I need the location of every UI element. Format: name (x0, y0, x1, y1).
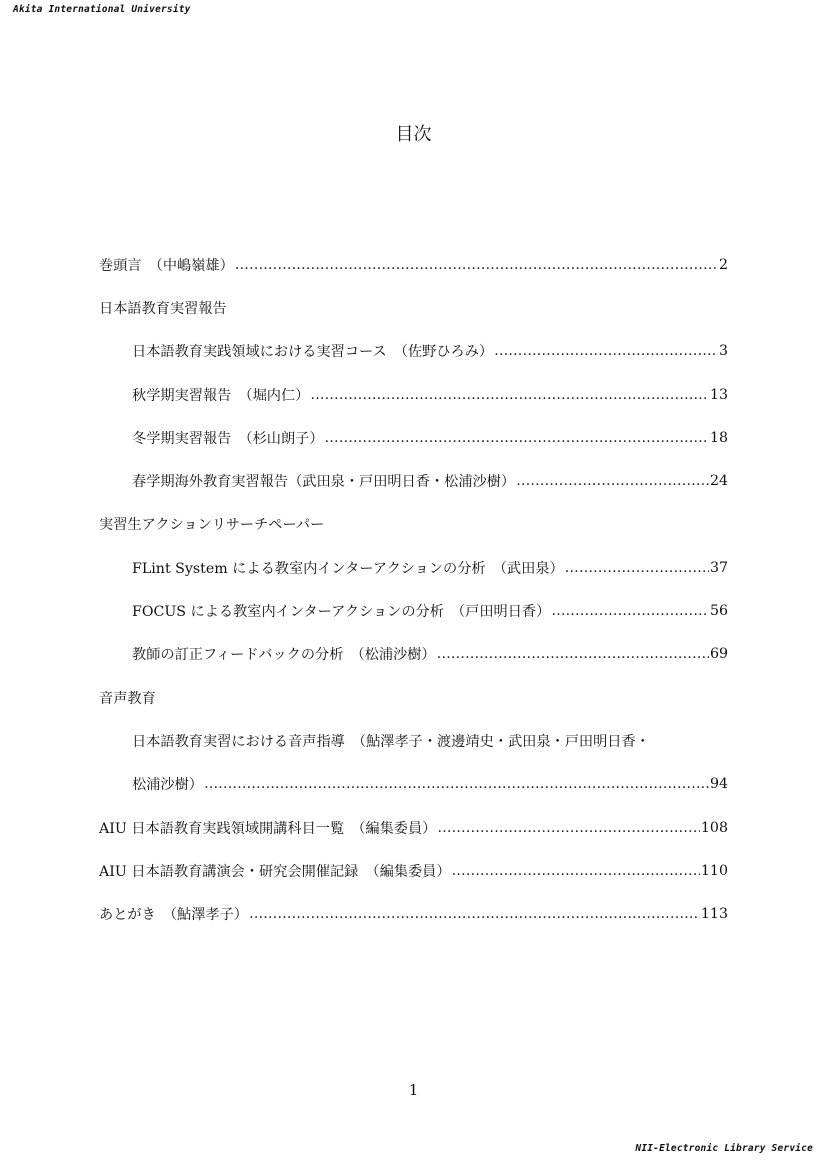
toc-section-heading (99, 676, 728, 719)
toc-entry (99, 633, 728, 676)
toc-entry-title: AIU 日本語教育実践領域開講科目一覧 （編集委員） (99, 820, 437, 837)
page-title: 目次 (395, 124, 432, 145)
toc-entry-title: 春学期海外教育実習報告（武田泉・戸田明日香・松浦沙樹） (132, 474, 516, 491)
toc-page-number: 24 (709, 473, 728, 490)
toc-page-number: 13 (709, 386, 728, 403)
toc-section-heading (99, 286, 728, 329)
toc-entry (99, 763, 728, 806)
toc-entry-title: 冬学期実習報告 （杉山朗子） (132, 430, 324, 447)
toc-leader-dots (310, 387, 709, 403)
toc-entry-title: 日本語教育実践領域における実習コース （佐野ひろみ） (132, 344, 494, 361)
toc-entry (99, 589, 728, 632)
toc-leader-dots (249, 906, 700, 922)
toc-entry-title: あとがき （鮎澤孝子） (99, 907, 248, 924)
toc-leader-dots (565, 560, 709, 576)
toc-entry (99, 806, 728, 849)
toc-page-number: 2 (718, 256, 728, 273)
toc-entry-title: 松浦沙樹） (132, 777, 203, 794)
toc-entry (99, 243, 728, 286)
toc-leader-dots (437, 820, 700, 836)
toc-leader-dots (494, 343, 718, 359)
institution-header: Akita International University (13, 4, 191, 15)
toc-page-number: 113 (700, 906, 728, 923)
toc-section-heading (99, 503, 728, 546)
toc-entry (99, 416, 728, 459)
library-service-footer: NII-Electronic Library Service (635, 1143, 813, 1154)
toc-page-number: 69 (709, 646, 728, 663)
table-of-contents (99, 243, 728, 936)
toc-leader-dots (325, 430, 709, 446)
toc-page-number: 94 (709, 776, 728, 793)
toc-page-number: 3 (718, 343, 728, 360)
toc-entry (99, 892, 728, 935)
toc-leader-dots (235, 257, 718, 273)
toc-entry-title: 音声教育 (99, 690, 156, 707)
toc-page-number: 56 (709, 603, 728, 620)
toc-leader-dots (437, 646, 709, 662)
toc-leader-dots (551, 603, 709, 619)
toc-page-number: 110 (700, 862, 728, 879)
toc-leader-dots (452, 863, 700, 879)
toc-entry-title: 日本語教育実習における音声指導 （鮎澤孝子・渡邊靖史・武田泉・戸田明日香・ (132, 733, 650, 750)
toc-page-number: 37 (709, 559, 728, 576)
toc-entry-title: FOCUS による教室内インターアクションの分析 （戸田明日香） (132, 604, 551, 621)
toc-entry-title: 教師の訂正フィードバックの分析 （松浦沙樹） (132, 647, 436, 664)
toc-entry-title: 秋学期実習報告 （堀内仁） (132, 387, 310, 404)
toc-page-number: 18 (709, 429, 728, 446)
toc-entry-title: FLint System による教室内インターアクションの分析 （武田泉） (132, 560, 564, 577)
toc-leader-dots (204, 776, 709, 792)
toc-section-heading (99, 719, 728, 762)
toc-entry (99, 849, 728, 892)
toc-entry (99, 546, 728, 589)
toc-leader-dots (516, 473, 709, 489)
toc-entry-title: 日本語教育実習報告 (99, 300, 227, 317)
toc-entry (99, 373, 728, 416)
toc-entry-title: AIU 日本語教育講演会・研究会開催記録 （編集委員） (99, 863, 451, 880)
page-number: 1 (408, 1081, 419, 1099)
toc-entry (99, 459, 728, 502)
toc-page-number: 108 (700, 819, 728, 836)
toc-entry-title: 実習生アクションリサーチペーパー (99, 517, 325, 534)
toc-entry-title: 巻頭言 （中嶋嶺雄） (99, 257, 234, 274)
toc-entry (99, 330, 728, 373)
